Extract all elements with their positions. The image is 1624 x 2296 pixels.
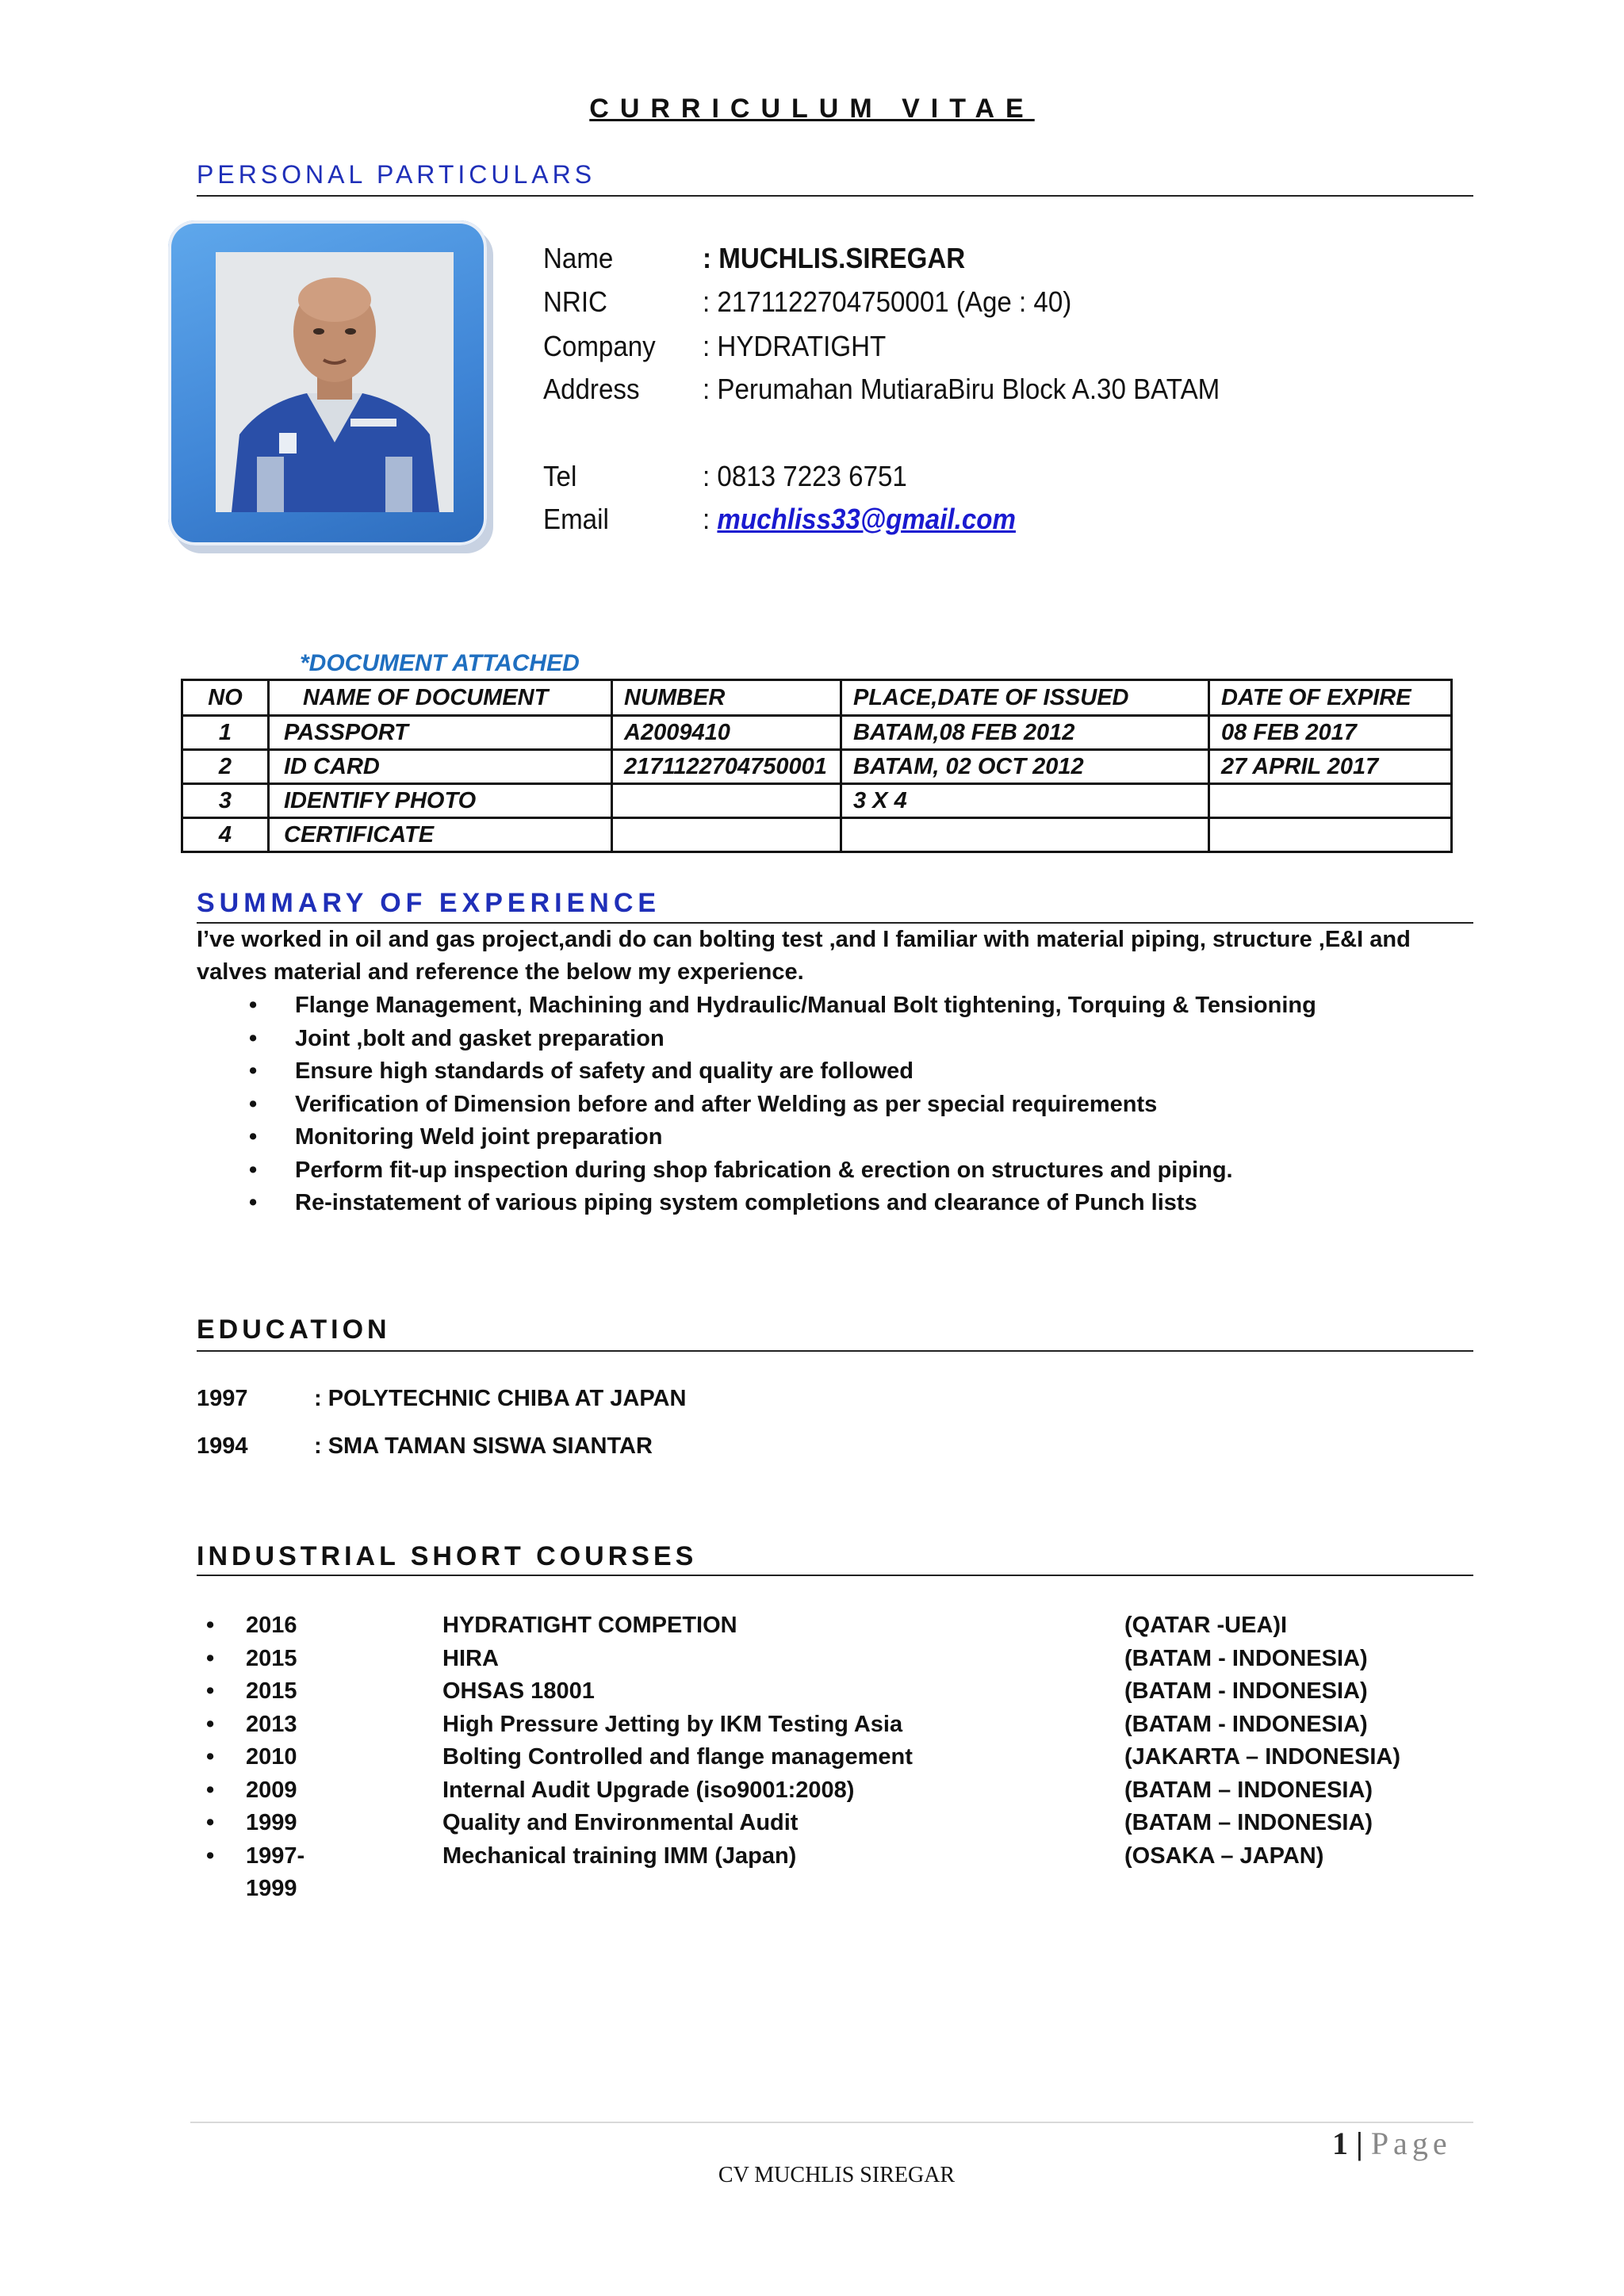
value-tel: : 0813 7223 6751: [703, 460, 907, 492]
experience-text: Perform fit-up inspection during shop fabrication & erection on structures and piping.: [295, 1157, 1233, 1183]
list-item: [197, 1023, 1316, 1056]
cell-name: ID CARD: [269, 750, 612, 784]
course-year: 2015: [246, 1645, 297, 1671]
course-location: (BATAM - INDONESIA): [1124, 1645, 1368, 1671]
course-location: (OSAKA – JAPAN): [1124, 1843, 1324, 1869]
footer-divider: [190, 2122, 1473, 2123]
bullet-icon: •: [249, 1091, 258, 1117]
table-header-row: [182, 680, 1452, 716]
header-place-date: PLACE,DATE OF ISSUED: [841, 680, 1209, 716]
documents-caption: *DOCUMENT ATTACHED: [300, 650, 580, 676]
course-name: OHSAS 18001: [442, 1678, 595, 1704]
experience-text: Flange Management, Machining and Hydraulic/Manual Bolt tightening, Torquing & Tensioning: [295, 993, 1316, 1018]
documents-table: [181, 679, 1453, 853]
cell-number: A2009410: [612, 716, 841, 750]
bullet-icon: •: [249, 1058, 258, 1084]
divider: [197, 1575, 1473, 1576]
table-row: [182, 750, 1452, 784]
photo-frame: [168, 220, 487, 545]
label-company: Company: [543, 330, 656, 362]
education-year: 1997: [197, 1386, 248, 1411]
education-entry: [197, 1386, 686, 1412]
cell-no: 3: [182, 784, 269, 818]
bullet-icon: •: [249, 1124, 258, 1150]
course-name: HYDRATIGHT COMPETION: [442, 1613, 737, 1638]
course-year: 1997-1999: [246, 1843, 305, 1901]
bullet-icon: •: [206, 1843, 215, 1869]
experience-text: Ensure high standards of safety and quality are followed: [295, 1058, 914, 1084]
education-year: 1994: [197, 1433, 248, 1459]
list-item: [197, 1154, 1316, 1188]
portrait-illustration: [216, 252, 454, 512]
label-name: Name: [543, 242, 614, 274]
cell-no: 2: [182, 750, 269, 784]
label-address: Address: [543, 373, 640, 405]
section-title-summary: SUMMARY OF EXPERIENCE: [197, 888, 661, 918]
table-row: [182, 716, 1452, 750]
list-item: [197, 1055, 1316, 1089]
summary-intro: I’ve worked in oil and gas project,andi do can bolting test ,and I familiar with material piping, structure ,E&I and valves material and reference the below my experience.: [197, 927, 1411, 985]
course-location: (JAKARTA – INDONESIA): [1124, 1744, 1401, 1770]
education-school: : POLYTECHNIC CHIBA AT JAPAN: [314, 1386, 687, 1411]
cell-number: [612, 818, 841, 852]
course-name: HIRA: [442, 1645, 499, 1671]
header-number: NUMBER: [612, 680, 841, 716]
document-title: CURRICULUM VITAE: [589, 94, 1035, 124]
header-name: NAME OF DOCUMENT: [269, 680, 612, 716]
value-name: : MUCHLIS.SIREGAR: [703, 242, 966, 274]
bullet-icon: •: [249, 1190, 258, 1215]
experience-text: Re-instatement of various piping system completions and clearance of Punch lists: [295, 1190, 1197, 1215]
page-number: [1332, 2125, 1452, 2162]
course-location: (BATAM – INDONESIA): [1124, 1777, 1373, 1803]
cell-number: [612, 784, 841, 818]
section-title-personal: PERSONAL PARTICULARS: [197, 160, 596, 189]
section-title-education: EDUCATION: [197, 1314, 391, 1345]
page-number-value: 1: [1332, 2126, 1348, 2161]
course-year: 1999: [246, 1810, 297, 1835]
course-location: (QATAR -UEA)I: [1124, 1613, 1288, 1638]
label-email: Email: [543, 503, 609, 535]
bullet-icon: •: [249, 1157, 258, 1183]
course-name: Quality and Environmental Audit: [442, 1810, 799, 1835]
portrait-photo: [216, 252, 454, 512]
course-name: Bolting Controlled and flange management: [442, 1744, 913, 1770]
cell-place-date: BATAM,08 FEB 2012: [841, 716, 1209, 750]
label-nric: NRIC: [543, 285, 607, 318]
cell-name: CERTIFICATE: [269, 818, 612, 852]
bullet-icon: •: [206, 1645, 215, 1671]
header-no: NO: [182, 680, 269, 716]
course-year: 2015: [246, 1678, 297, 1704]
course-year: 2010: [246, 1744, 297, 1770]
section-title-courses: INDUSTRIAL SHORT COURSES: [197, 1541, 698, 1571]
course-location: (BATAM - INDONESIA): [1124, 1711, 1368, 1737]
bullet-icon: •: [206, 1744, 215, 1770]
experience-text: Verification of Dimension before and after Welding as per special requirements: [295, 1091, 1158, 1117]
divider: [197, 195, 1473, 197]
value-address: : Perumahan MutiaraBiru Block A.30 BATAM: [703, 373, 1220, 405]
email-prefix: :: [703, 503, 718, 535]
list-item: [197, 1089, 1316, 1122]
cell-no: 1: [182, 716, 269, 750]
course-name: Mechanical training IMM (Japan): [442, 1843, 797, 1869]
value-company: : HYDRATIGHT: [703, 330, 887, 362]
experience-text: Monitoring Weld joint preparation: [295, 1124, 663, 1150]
cell-expire: [1209, 784, 1452, 818]
education-school: : SMA TAMAN SISWA SIANTAR: [314, 1433, 653, 1459]
bullet-icon: •: [206, 1613, 215, 1638]
cell-place-date: 3 X 4: [841, 784, 1209, 818]
email-link[interactable]: muchliss33@gmail.com: [717, 503, 1016, 535]
bullet-icon: •: [206, 1711, 215, 1737]
table-row: [182, 818, 1452, 852]
course-name: Internal Audit Upgrade (iso9001:2008): [442, 1777, 855, 1803]
table-row: [182, 784, 1452, 818]
bullet-icon: •: [206, 1810, 215, 1835]
bullet-icon: •: [206, 1777, 215, 1803]
course-location: (BATAM – INDONESIA): [1124, 1810, 1373, 1835]
label-tel: Tel: [543, 460, 577, 492]
bullet-icon: •: [206, 1678, 215, 1704]
header-expire: DATE OF EXPIRE: [1209, 680, 1452, 716]
experience-text: Joint ,bolt and gasket preparation: [295, 1025, 665, 1051]
divider: [197, 1350, 1473, 1352]
cell-expire: 08 FEB 2017: [1209, 716, 1452, 750]
cell-place-date: BATAM, 02 OCT 2012: [841, 750, 1209, 784]
list-item: [197, 1187, 1316, 1220]
bullet-icon: •: [249, 1025, 258, 1051]
cell-place-date: [841, 818, 1209, 852]
page-separator: |: [1356, 2126, 1363, 2161]
education-entry: [197, 1433, 653, 1460]
footer-text: CV MUCHLIS SIREGAR: [718, 2163, 956, 2187]
value-nric: : 2171122704750001 (Age : 40): [703, 285, 1072, 318]
cell-expire: 27 APRIL 2017: [1209, 750, 1452, 784]
course-year: 2013: [246, 1711, 297, 1737]
experience-list: [197, 989, 1316, 1220]
course-year: 2009: [246, 1777, 297, 1803]
cell-name: PASSPORT: [269, 716, 612, 750]
cell-no: 4: [182, 818, 269, 852]
cell-number: 2171122704750001: [612, 750, 841, 784]
course-location: (BATAM - INDONESIA): [1124, 1678, 1368, 1704]
course-name: High Pressure Jetting by IKM Testing Asia: [442, 1711, 903, 1737]
bullet-icon: •: [249, 993, 258, 1018]
list-item: [197, 989, 1316, 1023]
page-label: Page: [1370, 2126, 1452, 2161]
course-year: 2016: [246, 1613, 297, 1638]
cell-name: IDENTIFY PHOTO: [269, 784, 612, 818]
value-email: [703, 503, 1016, 536]
list-item: [197, 1121, 1316, 1154]
cell-expire: [1209, 818, 1452, 852]
